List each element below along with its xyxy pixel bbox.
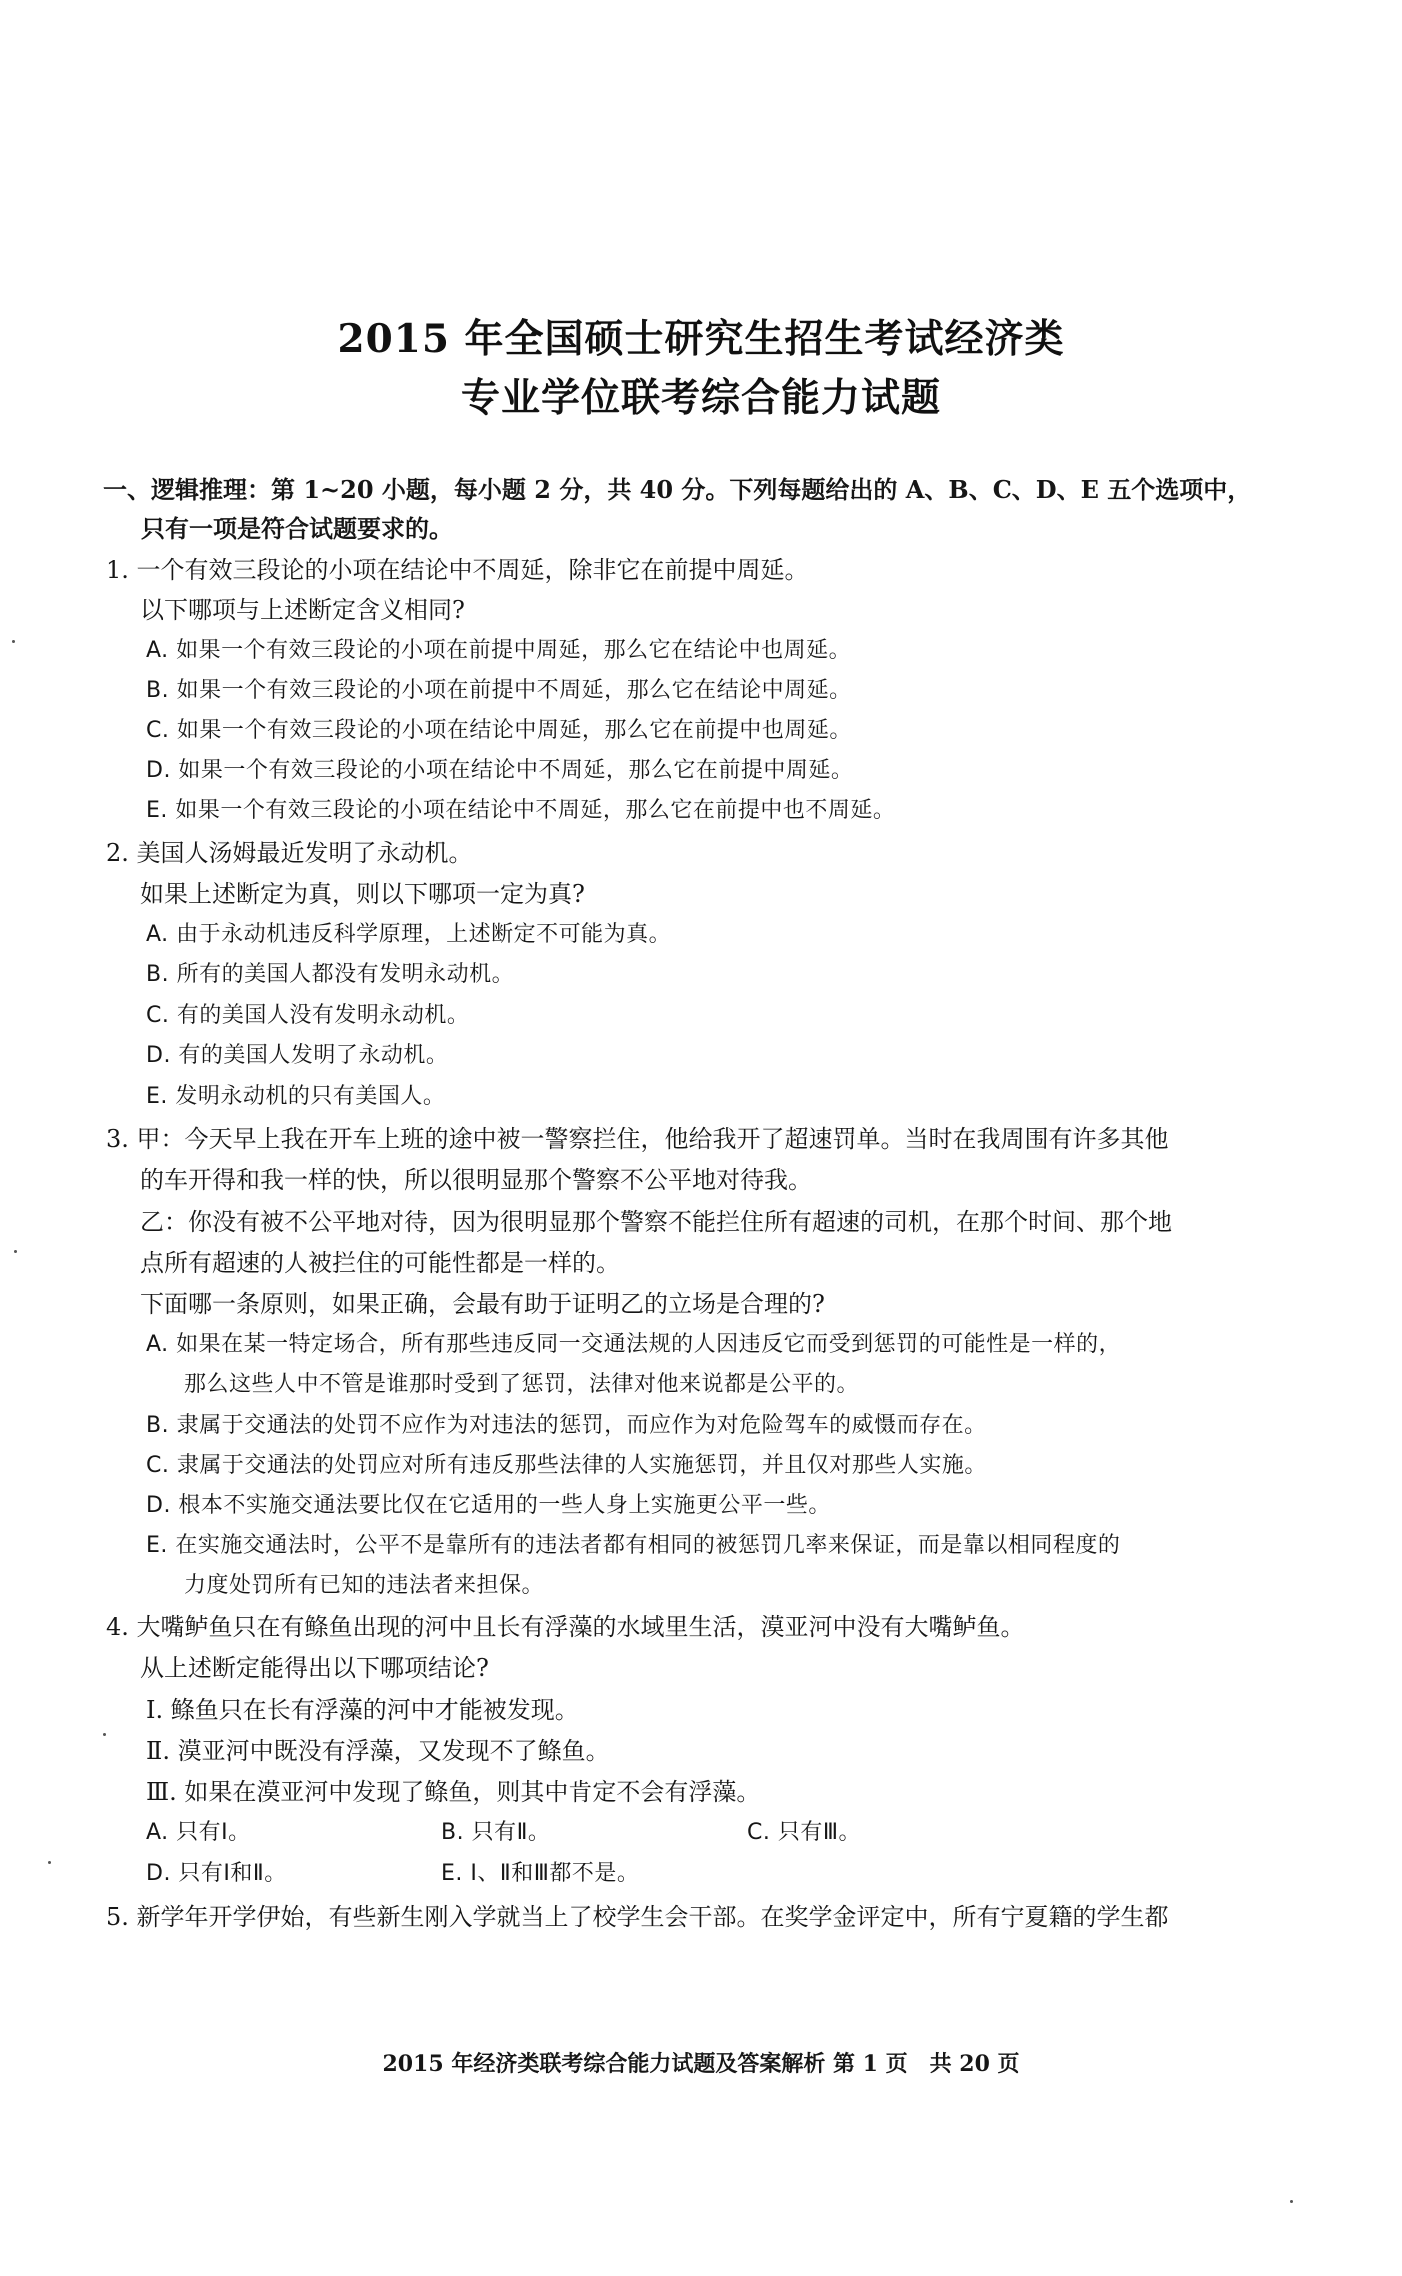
question-4-prompt: 从上述断定能得出以下哪项结论? — [140, 1654, 489, 1682]
question-3-stem-line3: 乙：你没有被不公平地对待，因为很明显那个警察不能拦住所有超速的司机，在那个时间、那个地 — [140, 1208, 1172, 1236]
question-2-option-e: E. 发明永动机的只有美国人。 — [146, 1084, 446, 1109]
question-3-option-c: C. 隶属于交通法的处罚应对所有违反那些法律的人实施惩罚，并且仅对那些人实施。 — [146, 1453, 987, 1478]
question-4-stem: 4. 大嘴鲈鱼只在有鲦鱼出现的河中且长有浮藻的水域里生活，漠亚河中没有大嘴鲈鱼。 — [106, 1613, 1025, 1641]
question-4-statement-1: Ⅰ. 鲦鱼只在长有浮藻的河中才能被发现。 — [146, 1696, 579, 1724]
section-instruction-line2: 只有一项是符合试题要求的。 — [141, 514, 453, 543]
question-1-option-a: A. 如果一个有效三段论的小项在前提中周延，那么它在结论中也周延。 — [146, 638, 852, 663]
question-1-option-b: B. 如果一个有效三段论的小项在前提中不周延，那么它在结论中周延。 — [146, 678, 852, 703]
page-footer: 2015 年经济类联考综合能力试题及答案解析 第 1 页 共 20 页 — [382, 2051, 1020, 2077]
question-1-option-c: C. 如果一个有效三段论的小项在结论中周延，那么它在前提中也周延。 — [146, 718, 852, 743]
question-4-option-b: B. 只有Ⅱ。 — [441, 1820, 551, 1845]
question-2-prompt: 如果上述断定为真，则以下哪项一定为真? — [140, 880, 585, 908]
question-2-option-a: A. 由于永动机违反科学原理，上述断定不可能为真。 — [146, 922, 672, 947]
question-4-option-a: A. 只有Ⅰ。 — [146, 1820, 251, 1845]
scan-speck — [14, 1250, 17, 1253]
scan-speck — [103, 1733, 106, 1736]
question-3-option-e-line1: E. 在实施交通法时，公平不是靠所有的违法者都有相同的被惩罚几率来保证，而是靠以相同程度的 — [146, 1533, 1121, 1558]
section-instruction-line1: 一、逻辑推理：第 1~20 小题，每小题 2 分，共 40 分。下列每题给出的 A、B、C、D、E 五个选项中， — [103, 475, 1252, 504]
question-3-option-a-line2: 那么这些人中不管是谁那时受到了惩罚，法律对他来说都是公平的。 — [184, 1372, 860, 1397]
question-3-stem-line2: 的车开得和我一样的快，所以很明显那个警察不公平地对待我。 — [140, 1166, 812, 1194]
question-4-option-c: C. 只有Ⅲ。 — [747, 1820, 862, 1845]
question-3-prompt: 下面哪一条原则，如果正确，会最有助于证明乙的立场是合理的? — [140, 1290, 825, 1318]
question-1-option-e: E. 如果一个有效三段论的小项在结论中不周延，那么它在前提中也不周延。 — [146, 798, 896, 823]
question-3-option-d: D. 根本不实施交通法要比仅在它适用的一些人身上实施更公平一些。 — [146, 1493, 831, 1518]
question-4-option-d: D. 只有Ⅰ和Ⅱ。 — [146, 1861, 287, 1886]
question-2-option-d: D. 有的美国人发明了永动机。 — [146, 1043, 449, 1068]
question-4-statement-2: Ⅱ. 漠亚河中既没有浮藻，又发现不了鲦鱼。 — [146, 1737, 610, 1765]
question-4-option-e: E. Ⅰ、Ⅱ和Ⅲ都不是。 — [441, 1861, 640, 1886]
question-2-option-c: C. 有的美国人没有发明永动机。 — [146, 1003, 470, 1028]
exam-title-line2: 专业学位联考综合能力试题 — [460, 375, 941, 421]
exam-title-line1: 2015 年全国硕士研究生招生考试经济类 — [337, 316, 1065, 362]
question-3-stem-line1: 3. 甲：今天早上我在开车上班的途中被一警察拦住，他给我开了超速罚单。当时在我周围有许多其他 — [106, 1125, 1169, 1153]
question-1-option-d: D. 如果一个有效三段论的小项在结论中不周延，那么它在前提中周延。 — [146, 758, 854, 783]
scan-speck — [1290, 2200, 1293, 2203]
question-3-stem-line4: 点所有超速的人被拦住的可能性都是一样的。 — [140, 1249, 620, 1277]
question-1-prompt: 以下哪项与上述断定含义相同? — [140, 596, 465, 624]
question-3-option-a-line1: A. 如果在某一特定场合，所有那些违反同一交通法规的人因违反它而受到惩罚的可能性是一样的， — [146, 1332, 1122, 1357]
question-1-stem: 1. 一个有效三段论的小项在结论中不周延，除非它在前提中周延。 — [106, 556, 809, 584]
question-2-option-b: B. 所有的美国人都没有发明永动机。 — [146, 962, 515, 987]
question-4-statement-3: Ⅲ. 如果在漠亚河中发现了鲦鱼，则其中肯定不会有浮藻。 — [146, 1778, 761, 1806]
question-3-option-b: B. 隶属于交通法的处罚不应作为对违法的惩罚，而应作为对危险驾车的威慑而存在。 — [146, 1413, 987, 1438]
scan-speck — [12, 640, 15, 643]
question-2-stem: 2. 美国人汤姆最近发明了永动机。 — [106, 839, 473, 867]
question-5-stem: 5. 新学年开学伊始，有些新生刚入学就当上了校学生会干部。在奖学金评定中，所有宁夏籍的学生都 — [106, 1903, 1169, 1931]
question-3-option-e-line2: 力度处罚所有已知的违法者来担保。 — [184, 1573, 545, 1598]
scan-speck — [48, 1861, 51, 1864]
